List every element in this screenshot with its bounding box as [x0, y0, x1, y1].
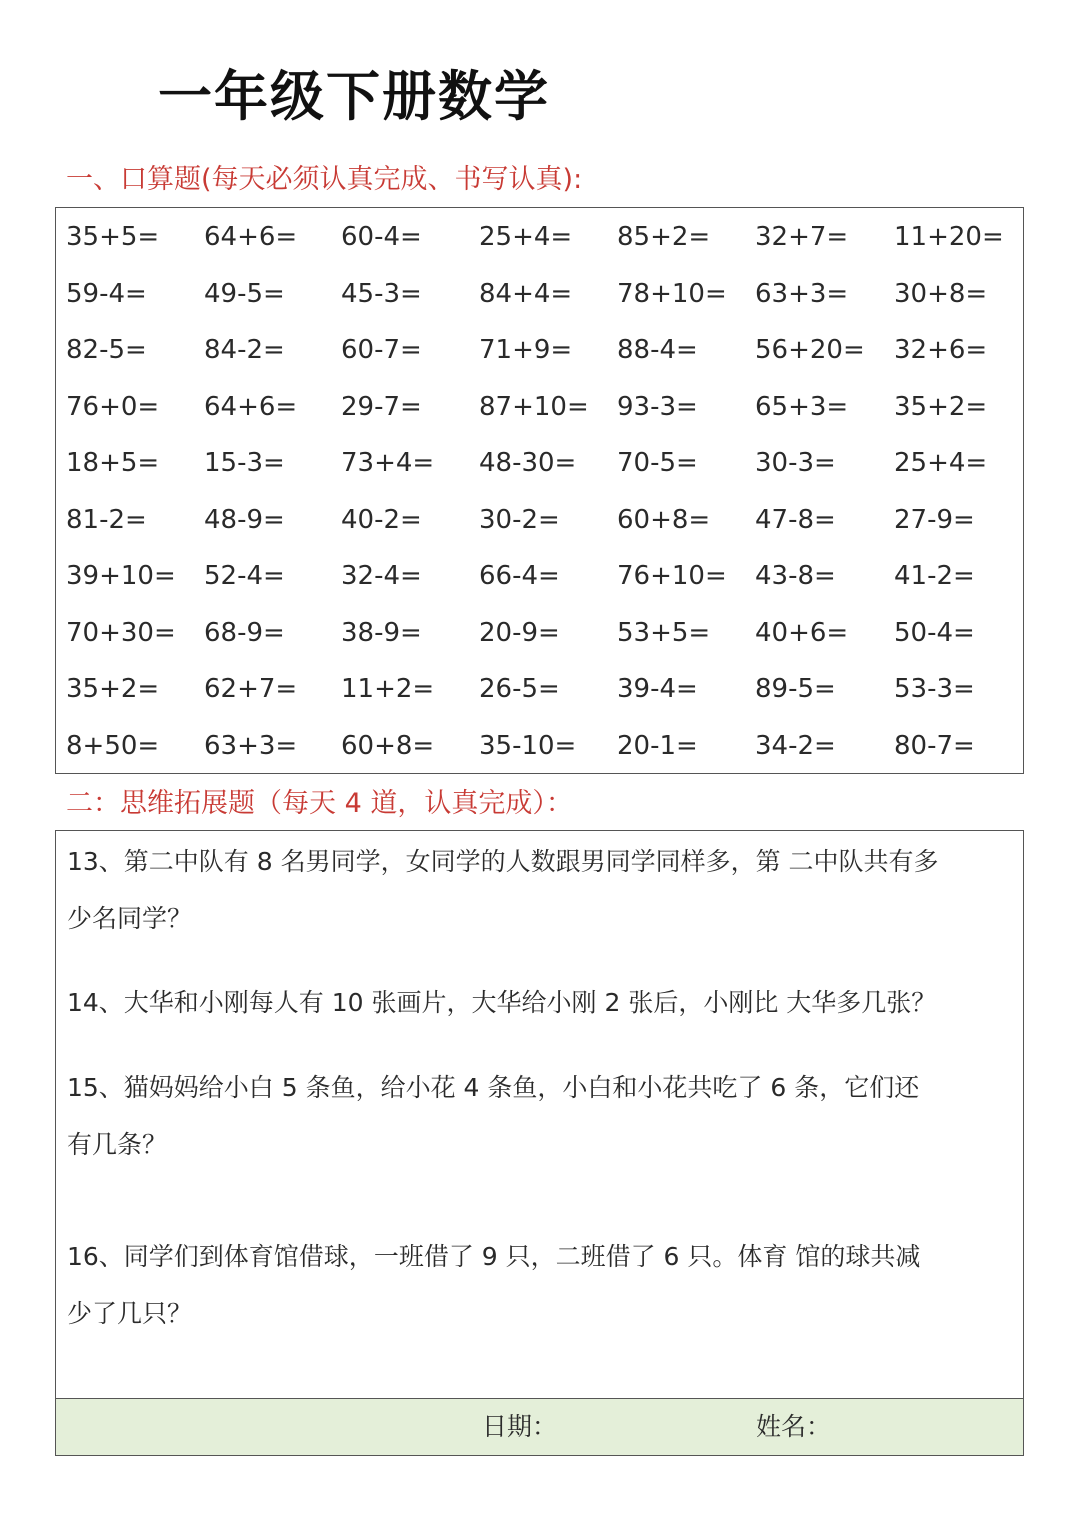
date-label: 日期： — [482, 1412, 558, 1441]
problem-13 — [67, 833, 1015, 947]
section1-heading: 一、口算题(每天必须认真完成、书写认真): — [66, 164, 583, 195]
arith-problem: 27-9= — [894, 504, 975, 535]
arith-problem: 35-10= — [479, 730, 577, 761]
arith-problem: 82-5= — [66, 335, 147, 365]
arith-problem: 39+10= — [66, 561, 176, 591]
arith-problem: 20-9= — [479, 617, 560, 648]
problem-13-line2: 少名同学？ — [67, 904, 193, 933]
arith-problem: 78+10= — [617, 278, 727, 309]
arith-row — [56, 718, 1023, 774]
arith-problem: 34-2= — [755, 730, 836, 761]
arith-problem: 53+5= — [617, 617, 711, 648]
arith-problem: 32-4= — [341, 561, 422, 591]
problem-14 — [67, 974, 1015, 1031]
arithmetic-grid — [55, 207, 1024, 774]
arith-problem: 39-4= — [617, 674, 698, 704]
arith-problem: 45-3= — [341, 278, 422, 309]
problem-16-line1: 16、同学们到体育馆借球，一班借了 9 只，二班借了 6 只。体育 馆的球共减 — [67, 1242, 921, 1271]
arith-problem: 64+6= — [204, 222, 298, 252]
arith-problem: 18+5= — [66, 448, 160, 478]
word-problems-box — [55, 830, 1024, 1456]
arith-problem: 63+3= — [204, 730, 298, 761]
problem-13-line1: 13、第二中队有 8 名男同学，女同学的人数跟男同学同样多，第 二中队共有多 — [67, 847, 939, 876]
arith-problem: 40-2= — [341, 504, 422, 535]
arith-problem: 71+9= — [479, 335, 573, 365]
arith-problem: 60+8= — [341, 730, 435, 761]
arith-problem: 93-3= — [617, 391, 698, 422]
arith-problem: 60-7= — [341, 335, 422, 365]
arith-row — [56, 209, 1023, 265]
arith-problem: 65+3= — [755, 391, 849, 422]
arith-problem: 68-9= — [204, 617, 285, 648]
arith-row — [56, 435, 1023, 491]
arith-problem: 80-7= — [894, 730, 975, 761]
problem-15-line2: 有几条？ — [67, 1130, 168, 1159]
arith-row — [56, 605, 1023, 661]
arith-problem: 85+2= — [617, 222, 711, 252]
arith-problem: 32+6= — [894, 335, 988, 365]
arith-problem: 76+0= — [66, 391, 160, 422]
arith-row — [56, 548, 1023, 604]
arith-problem: 48-9= — [204, 504, 285, 535]
arith-row — [56, 266, 1023, 322]
arith-problem: 35+2= — [894, 391, 988, 422]
arith-problem: 20-1= — [617, 730, 698, 761]
arith-problem: 53-3= — [894, 674, 975, 704]
arith-problem: 56+20= — [755, 335, 865, 365]
arith-problem: 40+6= — [755, 617, 849, 648]
arith-problem: 52-4= — [204, 561, 285, 591]
arith-problem: 43-8= — [755, 561, 836, 591]
arith-problem: 84+4= — [479, 278, 573, 309]
arith-problem: 47-8= — [755, 504, 836, 535]
arith-problem: 49-5= — [204, 278, 285, 309]
arith-problem: 15-3= — [204, 448, 285, 478]
arith-problem: 66-4= — [479, 561, 560, 591]
arith-row — [56, 322, 1023, 378]
arith-problem: 73+4= — [341, 448, 435, 478]
arith-row — [56, 492, 1023, 548]
problem-14-line1: 14、大华和小刚每人有 10 张画片，大华给小刚 2 张后，小刚比 大华多几张？ — [67, 988, 937, 1017]
arith-problem: 30+8= — [894, 278, 988, 309]
problem-15-line1: 15、猫妈妈给小白 5 条鱼，给小花 4 条鱼，小白和小花共吃了 6 条，它们还 — [67, 1073, 920, 1102]
page-title: 一年级下册数学 — [158, 65, 550, 128]
arith-problem: 41-2= — [894, 561, 975, 591]
arith-problem: 25+4= — [479, 222, 573, 252]
footer-bar — [56, 1398, 1023, 1455]
arith-problem: 59-4= — [66, 278, 147, 309]
arith-problem: 11+2= — [341, 674, 435, 704]
name-label: 姓名： — [756, 1412, 832, 1441]
arith-row — [56, 379, 1023, 435]
arith-problem: 26-5= — [479, 674, 560, 704]
arith-problem: 63+3= — [755, 278, 849, 309]
arith-problem: 11+20= — [894, 222, 1004, 252]
arith-problem: 29-7= — [341, 391, 422, 422]
arith-problem: 32+7= — [755, 222, 849, 252]
arith-problem: 50-4= — [894, 617, 975, 648]
arith-problem: 60+8= — [617, 504, 711, 535]
arith-problem: 8+50= — [66, 730, 160, 761]
arith-problem: 87+10= — [479, 391, 589, 422]
arith-problem: 35+2= — [66, 674, 160, 704]
problem-15 — [67, 1059, 1015, 1173]
arith-problem: 70-5= — [617, 448, 698, 478]
problem-16-line2: 少了几只？ — [67, 1299, 193, 1328]
arith-problem: 48-30= — [479, 448, 577, 478]
arith-problem: 89-5= — [755, 674, 836, 704]
arith-row — [56, 661, 1023, 717]
arith-problem: 76+10= — [617, 561, 727, 591]
arith-problem: 38-9= — [341, 617, 422, 648]
section2-heading: 二：思维拓展题（每天 4 道，认真完成）： — [66, 788, 573, 819]
arith-problem: 81-2= — [66, 504, 147, 535]
arith-problem: 25+4= — [894, 448, 988, 478]
arith-problem: 35+5= — [66, 222, 160, 252]
arith-problem: 70+30= — [66, 617, 176, 648]
arith-problem: 30-2= — [479, 504, 560, 535]
problem-16 — [67, 1228, 1015, 1342]
arith-problem: 88-4= — [617, 335, 698, 365]
arith-problem: 64+6= — [204, 391, 298, 422]
arith-problem: 84-2= — [204, 335, 285, 365]
arith-problem: 62+7= — [204, 674, 298, 704]
arith-problem: 60-4= — [341, 222, 422, 252]
arith-problem: 30-3= — [755, 448, 836, 478]
